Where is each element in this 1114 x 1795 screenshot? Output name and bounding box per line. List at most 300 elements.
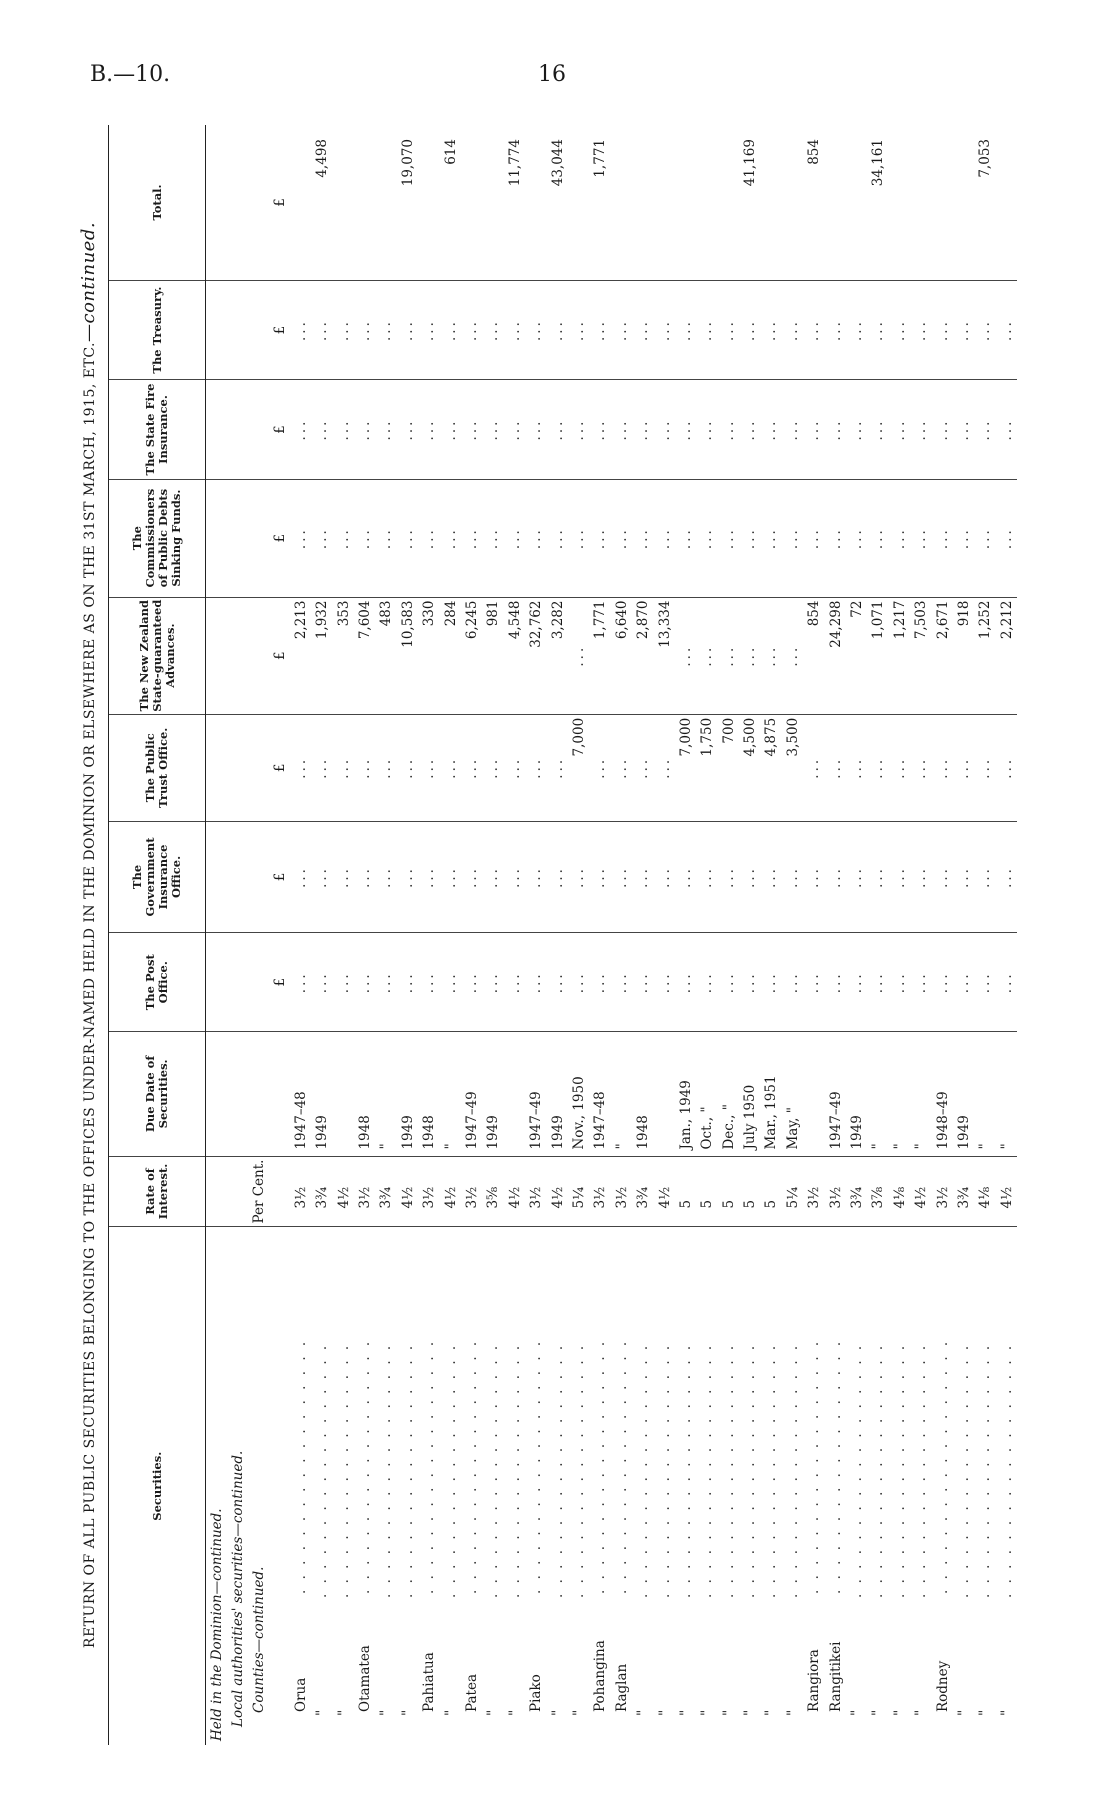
state-fire-cell: ... — [739, 380, 760, 480]
state-fire-cell: ... — [419, 380, 440, 480]
sinking-funds-cell: ... — [675, 479, 696, 597]
advances-cell: 2,671 — [932, 597, 953, 714]
state-fire-cell: ... — [483, 380, 504, 480]
table-body — [206, 125, 1018, 1745]
rate-cell: 5 — [761, 1156, 782, 1227]
leader-dots: . . . . . . . . . . . . . . . . . . — [913, 1342, 930, 1598]
treasury-cell: ... — [996, 280, 1017, 379]
empty-cell — [227, 125, 248, 280]
sinking-funds-cell: ... — [440, 479, 461, 597]
treasury-cell: ... — [654, 280, 675, 379]
due-date-cell: 1949 — [953, 1032, 974, 1156]
leader-dots: . . . . . . . . . . . . . . . . . . — [806, 1338, 823, 1594]
sinking-funds-cell: ... — [718, 479, 739, 597]
sinking-funds-cell: ... — [568, 479, 589, 597]
rate-cell: 3⅞ — [868, 1156, 889, 1227]
public-trust-cell: ... — [376, 714, 397, 821]
security-name: " — [677, 1709, 694, 1716]
public-trust-cell: ... — [868, 714, 889, 821]
sinking-funds-cell: ... — [761, 479, 782, 597]
total-cell — [825, 125, 846, 280]
state-fire-cell: ... — [889, 380, 910, 480]
security-name-cell — [590, 1227, 611, 1745]
advances-cell: ... — [568, 597, 589, 714]
rate-cell: 4½ — [333, 1156, 354, 1227]
govt-insurance-cell: ... — [996, 821, 1017, 933]
group-heading-row — [227, 125, 248, 1745]
security-name: Rodney — [934, 1660, 951, 1712]
rate-cell: 3¾ — [376, 1156, 397, 1227]
security-name: " — [849, 1709, 866, 1716]
table-row — [568, 125, 589, 1745]
govt-insurance-cell: ... — [675, 821, 696, 933]
due-date-cell: Nov., 1950 — [568, 1032, 589, 1156]
post-office-cell: ... — [461, 933, 482, 1032]
advances-cell: 330 — [419, 597, 440, 714]
post-office-cell: ... — [290, 933, 311, 1032]
advances-cell: 7,604 — [354, 597, 375, 714]
public-trust-cell: ... — [889, 714, 910, 821]
advances-cell: 1,071 — [868, 597, 889, 714]
column-header-7: The Commissioners of Public Debts Sinking Funds. — [109, 479, 206, 597]
security-name-cell — [804, 1227, 825, 1745]
rate-cell: 3¾ — [632, 1156, 653, 1227]
total-cell — [718, 125, 739, 280]
security-name: Orua — [292, 1677, 309, 1712]
state-fire-cell: ... — [440, 380, 461, 480]
total-cell: 854 — [804, 125, 825, 280]
public-trust-cell: ... — [333, 714, 354, 821]
empty-cell — [206, 1156, 228, 1227]
rate-cell: 3½ — [825, 1156, 846, 1227]
empty-cell — [206, 479, 228, 597]
security-name-cell — [312, 1227, 333, 1745]
public-trust-cell: 700 — [718, 714, 739, 821]
advances-cell: ... — [761, 597, 782, 714]
public-trust-cell: 1,750 — [697, 714, 718, 821]
state-fire-cell: ... — [376, 380, 397, 480]
security-name: " — [399, 1709, 416, 1716]
due-date-cell: " — [376, 1032, 397, 1156]
empty-cell — [249, 933, 270, 1032]
public-trust-cell: ... — [504, 714, 525, 821]
leader-dots: . . . . . . . . . . . . . . . . . . — [314, 1342, 331, 1598]
leader-dots: . . . . . . . . . . . . . . . . . . — [421, 1338, 438, 1594]
rate-cell: 3¾ — [846, 1156, 867, 1227]
column-header-10: Total. — [109, 125, 206, 280]
due-date-cell: 1949 — [397, 1032, 418, 1156]
advances-cell: 72 — [846, 597, 867, 714]
table-row — [483, 125, 504, 1745]
empty-cell — [249, 821, 270, 933]
sinking-funds-cell: ... — [611, 479, 632, 597]
advances-cell: 2,213 — [290, 597, 311, 714]
state-fire-cell: ... — [354, 380, 375, 480]
empty-cell — [227, 1156, 248, 1227]
table-row — [868, 125, 889, 1745]
due-date-cell: 1949 — [547, 1032, 568, 1156]
due-date-cell: 1948 — [632, 1032, 653, 1156]
total-cell — [996, 125, 1017, 280]
post-office-cell: ... — [868, 933, 889, 1032]
sinking-funds-cell: ... — [290, 479, 311, 597]
empty-cell — [249, 380, 270, 480]
treasury-cell: ... — [397, 280, 418, 379]
leader-dots: . . . . . . . . . . . . . . . . . . — [442, 1342, 459, 1598]
post-office-cell: ... — [590, 933, 611, 1032]
table-row — [312, 125, 333, 1745]
total-cell — [654, 125, 675, 280]
govt-insurance-cell: ... — [461, 821, 482, 933]
treasury-cell: ... — [632, 280, 653, 379]
security-name-cell — [376, 1227, 397, 1745]
security-name: " — [570, 1709, 587, 1716]
public-trust-cell: ... — [996, 714, 1017, 821]
security-name: " — [891, 1709, 908, 1716]
post-office-cell: ... — [739, 933, 760, 1032]
post-office-cell: ... — [632, 933, 653, 1032]
leader-dots: . . . . . . . . . . . . . . . . . . — [827, 1338, 844, 1594]
rate-cell: 5¼ — [568, 1156, 589, 1227]
govt-insurance-cell: ... — [868, 821, 889, 933]
rate-cell: 3¾ — [312, 1156, 333, 1227]
public-trust-cell: ... — [397, 714, 418, 821]
treasury-cell: ... — [312, 280, 333, 379]
due-date-cell: 1947–49 — [461, 1032, 482, 1156]
govt-insurance-cell: ... — [312, 821, 333, 933]
total-cell — [568, 125, 589, 280]
state-fire-cell: ... — [804, 380, 825, 480]
post-office-cell: ... — [825, 933, 846, 1032]
security-name: Rangiora — [806, 1649, 823, 1712]
empty-cell — [206, 821, 228, 933]
post-office-cell: ... — [718, 933, 739, 1032]
security-name: " — [742, 1709, 759, 1716]
treasury-cell: ... — [804, 280, 825, 379]
leader-dots: . . . . . . . . . . . . . . . . . . — [570, 1342, 587, 1598]
total-cell — [846, 125, 867, 280]
security-name-cell — [868, 1227, 889, 1745]
security-name: " — [699, 1709, 716, 1716]
rate-cell: 4⅛ — [889, 1156, 910, 1227]
security-name: " — [506, 1709, 523, 1716]
total-cell — [483, 125, 504, 280]
treasury-cell: ... — [290, 280, 311, 379]
security-name-cell — [846, 1227, 867, 1745]
empty-cell — [227, 1032, 248, 1156]
govt-insurance-cell: ... — [718, 821, 739, 933]
leader-dots: . . . . . . . . . . . . . . . . . . — [399, 1342, 416, 1598]
table-row — [590, 125, 611, 1745]
security-name-cell — [611, 1227, 632, 1745]
treasury-cell: ... — [461, 280, 482, 379]
state-fire-cell: ... — [697, 380, 718, 480]
due-date-cell: 1949 — [846, 1032, 867, 1156]
due-date-cell: " — [996, 1032, 1017, 1156]
state-fire-cell: ... — [953, 380, 974, 480]
public-trust-cell: ... — [590, 714, 611, 821]
table-row — [697, 125, 718, 1745]
govt-insurance-cell: ... — [611, 821, 632, 933]
post-office-cell: ... — [782, 933, 803, 1032]
govt-insurance-cell: ... — [397, 821, 418, 933]
public-trust-cell: ... — [932, 714, 953, 821]
advances-cell: 1,252 — [975, 597, 996, 714]
due-date-cell: 1949 — [483, 1032, 504, 1156]
public-trust-cell: 7,000 — [568, 714, 589, 821]
public-trust-cell: ... — [461, 714, 482, 821]
sinking-funds-cell: ... — [525, 479, 546, 597]
empty-cell — [270, 1156, 290, 1227]
state-fire-cell: ... — [568, 380, 589, 480]
sinking-funds-cell: ... — [354, 479, 375, 597]
advances-cell: 10,583 — [397, 597, 418, 714]
group-heading: Counties—continued. — [251, 1566, 268, 1713]
state-fire-cell: ... — [611, 380, 632, 480]
state-fire-cell: ... — [675, 380, 696, 480]
advances-cell: ... — [782, 597, 803, 714]
leader-dots: . . . . . . . . . . . . . . . . . . — [549, 1342, 566, 1598]
due-date-cell: " — [611, 1032, 632, 1156]
security-name-cell — [782, 1227, 803, 1745]
rate-cell: 5 — [675, 1156, 696, 1227]
table-row — [654, 125, 675, 1745]
total-cell — [911, 125, 932, 280]
security-name: " — [335, 1709, 352, 1716]
security-name: " — [314, 1709, 331, 1716]
security-name-cell — [483, 1227, 504, 1745]
sinking-funds-cell: ... — [461, 479, 482, 597]
due-date-cell: 1947–49 — [825, 1032, 846, 1156]
due-date-cell — [504, 1032, 525, 1156]
securities-table — [108, 125, 1017, 1745]
govt-insurance-cell: ... — [290, 821, 311, 933]
govt-insurance-cell: ... — [547, 821, 568, 933]
table-row — [975, 125, 996, 1745]
post-office-cell: ... — [333, 933, 354, 1032]
state-fire-cell: ... — [718, 380, 739, 480]
title-main: RETURN OF ALL PUBLIC SECURITIES BELONGING TO THE OFFICES UNDER-NAMED HELD IN THE DOMINION OR ELSEWHERE AS ON THE 31ST MARCH, 1915, ETC. — [82, 342, 98, 1649]
govt-insurance-cell: ... — [975, 821, 996, 933]
public-trust-cell: ... — [483, 714, 504, 821]
govt-insurance-cell: ... — [632, 821, 653, 933]
leader-dots: . . . . . . . . . . . . . . . . . . — [485, 1342, 502, 1598]
table-row — [846, 125, 867, 1745]
sinking-funds-cell: ... — [911, 479, 932, 597]
post-office-cell: ... — [611, 933, 632, 1032]
rate-cell: 3½ — [804, 1156, 825, 1227]
due-date-cell: 1947–48 — [590, 1032, 611, 1156]
rate-cell: 3½ — [354, 1156, 375, 1227]
treasury-cell: ... — [483, 280, 504, 379]
leader-dots: . . . . . . . . . . . . . . . . . . — [292, 1338, 309, 1594]
sinking-funds-cell: ... — [975, 479, 996, 597]
sinking-funds-cell: ... — [996, 479, 1017, 597]
treasury-cell: ... — [333, 280, 354, 379]
treasury-cell: ... — [846, 280, 867, 379]
state-fire-cell: ... — [932, 380, 953, 480]
sinking-funds-cell: ... — [590, 479, 611, 597]
table-header-row — [109, 125, 206, 1745]
state-fire-cell: ... — [632, 380, 653, 480]
advances-cell: 1,932 — [312, 597, 333, 714]
security-name-cell — [932, 1227, 953, 1745]
state-fire-cell: ... — [825, 380, 846, 480]
table-row — [419, 125, 440, 1745]
table-row — [911, 125, 932, 1745]
table-row — [675, 125, 696, 1745]
rate-cell: 5 — [739, 1156, 760, 1227]
column-header-1: Rate of Interest. — [109, 1156, 206, 1227]
empty-cell — [270, 1227, 290, 1745]
govt-insurance-cell: ... — [804, 821, 825, 933]
public-trust-cell: ... — [825, 714, 846, 821]
rate-cell: 5 — [718, 1156, 739, 1227]
table-row — [461, 125, 482, 1745]
state-fire-cell: ... — [868, 380, 889, 480]
empty-cell — [206, 933, 228, 1032]
security-name: " — [870, 1709, 887, 1716]
security-name-cell — [697, 1227, 718, 1745]
leader-dots: . . . . . . . . . . . . . . . . . . — [506, 1342, 523, 1598]
state-fire-cell: ... — [590, 380, 611, 480]
security-name-cell — [975, 1227, 996, 1745]
treasury-cell: ... — [953, 280, 974, 379]
advances-cell: ... — [697, 597, 718, 714]
advances-cell: 1,771 — [590, 597, 611, 714]
security-name-cell — [654, 1227, 675, 1745]
post-office-cell: ... — [654, 933, 675, 1032]
govt-insurance-cell: ... — [440, 821, 461, 933]
govt-insurance-cell: ... — [782, 821, 803, 933]
leader-dots: . . . . . . . . . . . . . . . . . . — [699, 1342, 716, 1598]
post-office-cell: ... — [889, 933, 910, 1032]
due-date-cell: " — [975, 1032, 996, 1156]
table-row — [804, 125, 825, 1745]
due-date-cell: Jan., 1949 — [675, 1032, 696, 1156]
govt-insurance-cell: ... — [568, 821, 589, 933]
advances-cell: 284 — [440, 597, 461, 714]
govt-insurance-cell: ... — [846, 821, 867, 933]
govt-insurance-cell: ... — [504, 821, 525, 933]
advances-cell: 13,334 — [654, 597, 675, 714]
group-heading: Held in the Dominion—continued. — [208, 1508, 225, 1741]
currency-symbol: £ — [270, 597, 290, 714]
due-date-cell: " — [889, 1032, 910, 1156]
currency-symbol: £ — [270, 479, 290, 597]
sinking-funds-cell: ... — [654, 479, 675, 597]
sinking-funds-cell: ... — [504, 479, 525, 597]
treasury-cell: ... — [889, 280, 910, 379]
public-trust-cell: ... — [804, 714, 825, 821]
govt-insurance-cell: ... — [483, 821, 504, 933]
leader-dots: . . . . . . . . . . . . . . . . . . — [720, 1342, 737, 1598]
govt-insurance-cell: ... — [525, 821, 546, 933]
total-cell — [525, 125, 546, 280]
sinking-funds-cell: ... — [483, 479, 504, 597]
govt-insurance-cell: ... — [825, 821, 846, 933]
empty-cell — [227, 933, 248, 1032]
state-fire-cell: ... — [525, 380, 546, 480]
public-trust-cell: 7,000 — [675, 714, 696, 821]
empty-cell — [206, 280, 228, 379]
column-header-0: Securities. — [109, 1227, 206, 1745]
advances-cell: 6,640 — [611, 597, 632, 714]
rate-cell: 3½ — [525, 1156, 546, 1227]
rate-cell: 3½ — [590, 1156, 611, 1227]
rate-cell: 4⅛ — [975, 1156, 996, 1227]
advances-cell: 483 — [376, 597, 397, 714]
leader-dots: . . . . . . . . . . . . . . . . . . — [378, 1342, 395, 1598]
column-header-3: The Post Office. — [109, 933, 206, 1032]
due-date-cell: 1948 — [419, 1032, 440, 1156]
govt-insurance-cell: ... — [739, 821, 760, 933]
rate-cell: 3⅝ — [483, 1156, 504, 1227]
empty-cell — [206, 380, 228, 480]
leader-dots: . . . . . . . . . . . . . . . . . . — [335, 1342, 352, 1598]
govt-insurance-cell: ... — [419, 821, 440, 933]
advances-cell: 32,762 — [525, 597, 546, 714]
total-cell — [354, 125, 375, 280]
public-trust-cell: 3,500 — [782, 714, 803, 821]
treasury-cell: ... — [718, 280, 739, 379]
currency-symbol: £ — [270, 714, 290, 821]
advances-cell: 918 — [953, 597, 974, 714]
empty-cell — [206, 1032, 228, 1156]
due-date-cell: 1949 — [312, 1032, 333, 1156]
leader-dots: . . . . . . . . . . . . . . . . . . — [849, 1342, 866, 1598]
table-row — [376, 125, 397, 1745]
leader-dots: . . . . . . . . . . . . . . . . . . — [891, 1342, 908, 1598]
table-title — [78, 125, 99, 1745]
advances-cell: 7,503 — [911, 597, 932, 714]
due-date-cell — [804, 1032, 825, 1156]
empty-cell — [249, 479, 270, 597]
table-row — [397, 125, 418, 1745]
advances-cell: 2,212 — [996, 597, 1017, 714]
govt-insurance-cell: ... — [697, 821, 718, 933]
advances-cell: 6,245 — [461, 597, 482, 714]
advances-cell: ... — [675, 597, 696, 714]
leader-dots: . . . . . . . . . . . . . . . . . . — [463, 1338, 480, 1594]
advances-cell: 2,870 — [632, 597, 653, 714]
govt-insurance-cell: ... — [911, 821, 932, 933]
security-name-cell — [632, 1227, 653, 1745]
leader-dots: . . . . . . . . . . . . . . . . . . — [635, 1342, 652, 1598]
rate-cell: 4½ — [547, 1156, 568, 1227]
security-name-cell — [419, 1227, 440, 1745]
leader-dots: . . . . . . . . . . . . . . . . . . — [742, 1342, 759, 1598]
table-row — [504, 125, 525, 1745]
total-cell: 34,161 — [868, 125, 889, 280]
due-date-cell: 1947–48 — [290, 1032, 311, 1156]
total-cell: 11,774 — [504, 125, 525, 280]
sinking-funds-cell: ... — [868, 479, 889, 597]
currency-symbol: £ — [270, 933, 290, 1032]
security-name: " — [549, 1709, 566, 1716]
treasury-cell: ... — [504, 280, 525, 379]
table-row — [932, 125, 953, 1745]
empty-cell — [227, 479, 248, 597]
advances-cell: ... — [739, 597, 760, 714]
security-name: Rangitikei — [827, 1641, 844, 1712]
security-name: Piako — [528, 1674, 545, 1712]
leader-dots: . . . . . . . . . . . . . . . . . . — [934, 1338, 951, 1594]
advances-cell: 3,282 — [547, 597, 568, 714]
post-office-cell: ... — [761, 933, 782, 1032]
leader-dots: . . . . . . . . . . . . . . . . . . — [613, 1338, 630, 1594]
table-row — [547, 125, 568, 1745]
